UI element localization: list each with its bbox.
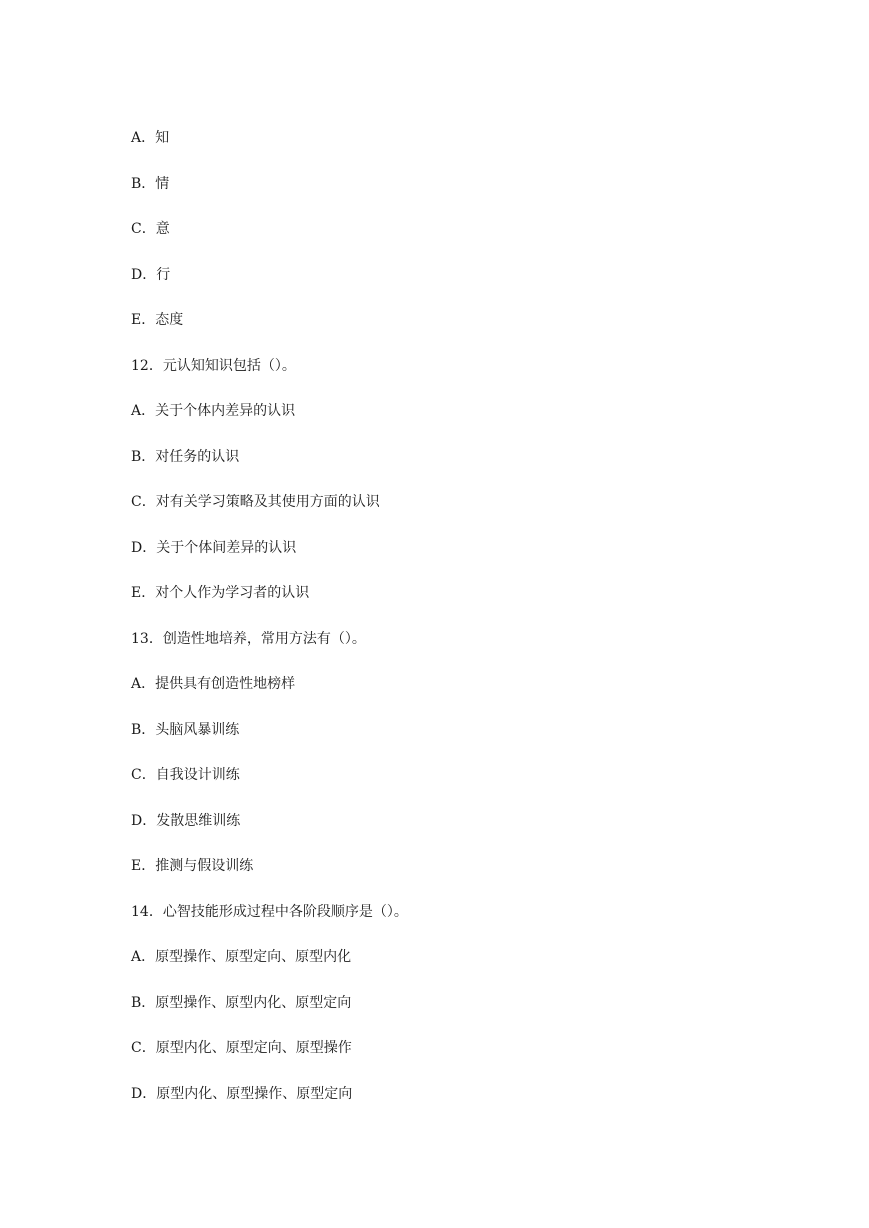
q12-option-c: C．对有关学习策略及其使用方面的认识 [131,494,380,510]
option-d-line: D．行 [131,267,171,283]
q12-option-b: B．对任务的认识 [131,449,240,465]
q14-option-d: D．原型内化、原型操作、原型定向 [131,1086,353,1102]
q12-option-a: A．关于个体内差异的认识 [131,403,296,419]
question-13: 13．创造性地培养，常用方法有（）。 [131,631,366,647]
option-e-line: E．态度 [131,312,184,328]
q13-option-a: A．提供具有创造性地榜样 [131,676,296,692]
option-c-line: C．意 [131,221,170,237]
question-14: 14．心智技能形成过程中各阶段顺序是（）。 [131,904,408,920]
q13-option-e: E．推测与假设训练 [131,858,254,874]
question-12: 12．元认知知识包括（）。 [131,358,296,374]
q13-option-c: C．自我设计训练 [131,767,240,783]
q14-option-a: A．原型操作、原型定向、原型内化 [131,949,352,965]
q14-option-c: C．原型内化、原型定向、原型操作 [131,1040,352,1056]
option-a-line: A．知 [131,130,170,146]
q14-option-b: B．原型操作、原型内化、原型定向 [131,995,352,1011]
q12-option-e: E．对个人作为学习者的认识 [131,585,310,601]
q12-option-d: D．关于个体间差异的认识 [131,540,297,556]
q13-option-d: D．发散思维训练 [131,813,241,829]
option-b-line: B．情 [131,176,170,192]
q13-option-b: B．头脑风暴训练 [131,722,240,738]
